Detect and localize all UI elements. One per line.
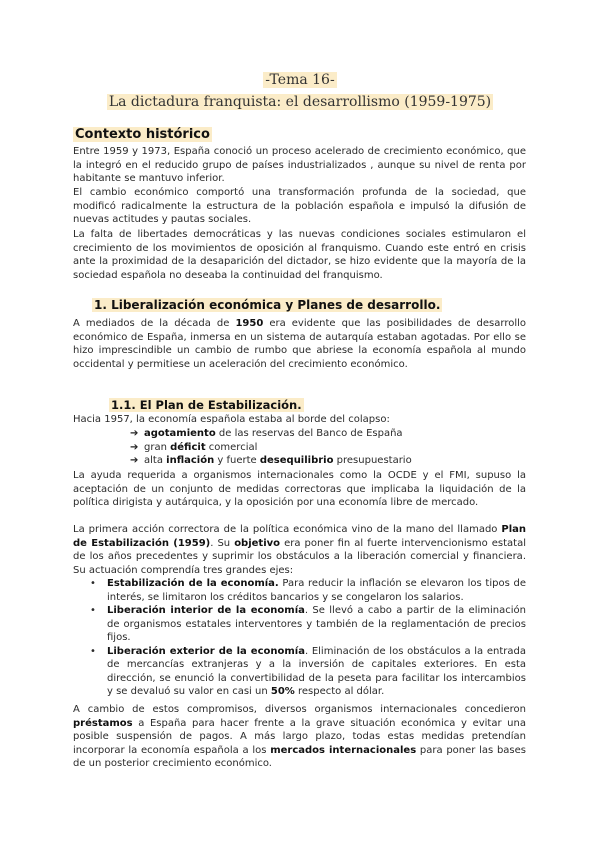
section-1-1-intro: Hacia 1957, la economía española estaba al borde del colapso: — [73, 414, 390, 425]
text-run: a España para hacer frente a la grave situación económica y evitar una posible suspensión de pagos. A más largo plazo, todas estas medidas pretendían incorporar la economía española a los — [73, 717, 526, 756]
bold-run: desequilibrio — [259, 455, 334, 466]
section-1-paragraph — [73, 317, 526, 371]
bold-run: agotamiento — [144, 428, 216, 439]
text-run: . Su — [210, 537, 235, 549]
page-title — [0, 94, 600, 110]
text-run: comercial — [205, 441, 258, 453]
arrow-right-icon: ➔ — [130, 441, 139, 453]
page-title-text: La dictadura franquista: el desarrollismo (1959-1975) — [108, 94, 492, 110]
bullet-item — [73, 645, 526, 699]
text-run: alta — [144, 455, 167, 466]
help-paragraph: La ayuda requerida a organismos internacionales como la OCDE y el FMI, supuso la aceptación de un conjunto de medidas correctoras que implicaba la liquidación de la política dirigista y autárquica, y la oposición por una economía libre de mercado. — [73, 470, 526, 508]
bold-run: préstamos — [73, 717, 133, 729]
text-run: . Se llevó a cabo a partir de la eliminación de organismos estatales interventores y también de la reglamentación de precios fijos. — [107, 605, 526, 643]
axes-bullet-list — [73, 577, 526, 699]
text-run: para poner las bases de un posterior crecimiento económico. — [73, 744, 526, 769]
text-run: A mediados de la década de — [73, 318, 236, 329]
final-paragraph — [73, 703, 526, 771]
text-run: presupuestario — [333, 455, 412, 466]
text-run: gran — [144, 441, 171, 453]
bold-run: inflación — [166, 455, 215, 466]
context-paragraph-2: El cambio económico comportó una transformación profunda de la sociedad, que modificó radicalmente la estructura de la población española e impulsó la difusión de nuevas actitudes y pautas sociales. — [73, 187, 526, 225]
arrow-right-icon: ➔ — [130, 455, 139, 466]
bullet-icon: • — [90, 645, 96, 657]
context-paragraph-3: La falta de libertades democráticas y las nuevas condiciones sociales estimularon el crecimiento de los movimientos de oposición al franquismo. Cuando este entró en crisis ante la proximidad de la desaparición del dictador, se hizo evidente que la mayoría de la sociedad española no deseaba la continuidad del franquismo. — [73, 229, 526, 281]
arrow-list-item — [130, 441, 412, 455]
text-run: A cambio de estos compromisos, diversos organismos internacionales concedieron — [73, 704, 526, 715]
bullet-icon: • — [90, 578, 96, 589]
bold-run: objetivo — [234, 537, 281, 549]
text-run: y fuerte — [214, 455, 260, 466]
bold-run: mercados internacionales — [270, 744, 417, 756]
bold-run: 1950 — [235, 318, 264, 329]
bullet-item — [73, 577, 526, 604]
text-run: . Eliminación de los obstáculos a la entrada de mercancías extranjeras y a la inversión de capitales exteriores. En esta dirección, se enunció la convertibilidad de la peseta para facilitar los intercambios y se devaluó su valor en casi un — [107, 645, 526, 697]
text-run: de las reservas del Banco de España — [215, 428, 403, 439]
section-1-1-heading-text: 1.1. El Plan de Estabilización. — [111, 398, 302, 412]
section-1-heading — [92, 298, 442, 312]
text-run: era evidente que las posibilidades de desarrollo económico de España, inmersa en un sistema de autarquía estaban agotadas. Por ello se hizo imprescindible un cambio de rumbo que abriese la economía española al mundo occidental y permitiese un aceleración del crecimiento económico. — [73, 318, 526, 370]
bullet-icon: • — [90, 605, 96, 616]
bold-run: 50% — [270, 686, 295, 697]
section-1-heading-text: 1. Liberalización económica y Planes de desarrollo. — [94, 298, 441, 312]
bold-run: Liberación interior de la economía — [107, 605, 305, 616]
bold-run: Plan de Estabilización (1959) — [73, 524, 526, 549]
topic-label — [0, 72, 600, 88]
bold-run: Liberación exterior de la economía — [107, 645, 305, 657]
arrow-list — [130, 427, 412, 468]
text-run: era poner fin al fuerte intervencionismo estatal de los años precedentes y suprimir los obstáculos a la liberación comercial y financiera. Su actuación comprendía tres grandes ejes: — [73, 537, 526, 576]
text-run: respecto al dólar. — [294, 686, 385, 697]
context-paragraph-1: Entre 1959 y 1973, España conoció un proceso acelerado de crecimiento económico, que la integró en el reducido grupo de países industrializados , aunque su nivel de renta por habitante se mantuvo inferior. — [73, 146, 526, 184]
bold-run: Estabilización de la economía. — [107, 578, 279, 589]
text-run: La primera acción correctora de la política económica vino de la mano del llamado — [73, 524, 502, 535]
topic-text: -Tema 16- — [265, 72, 335, 88]
arrow-list-item — [130, 454, 412, 468]
arrow-right-icon: ➔ — [130, 428, 139, 439]
bullet-item — [73, 604, 526, 645]
context-heading — [73, 127, 212, 142]
arrow-list-item — [130, 427, 412, 441]
bold-run: déficit — [170, 441, 206, 453]
text-run: Para reducir la inflación se elevaron los tipos de interés, se limitaron los créditos bancarios y se congelaron los salarios. — [107, 578, 526, 603]
first-action-paragraph — [73, 523, 526, 577]
section-1-1-heading — [109, 398, 304, 412]
context-heading-text: Contexto histórico — [75, 127, 210, 142]
